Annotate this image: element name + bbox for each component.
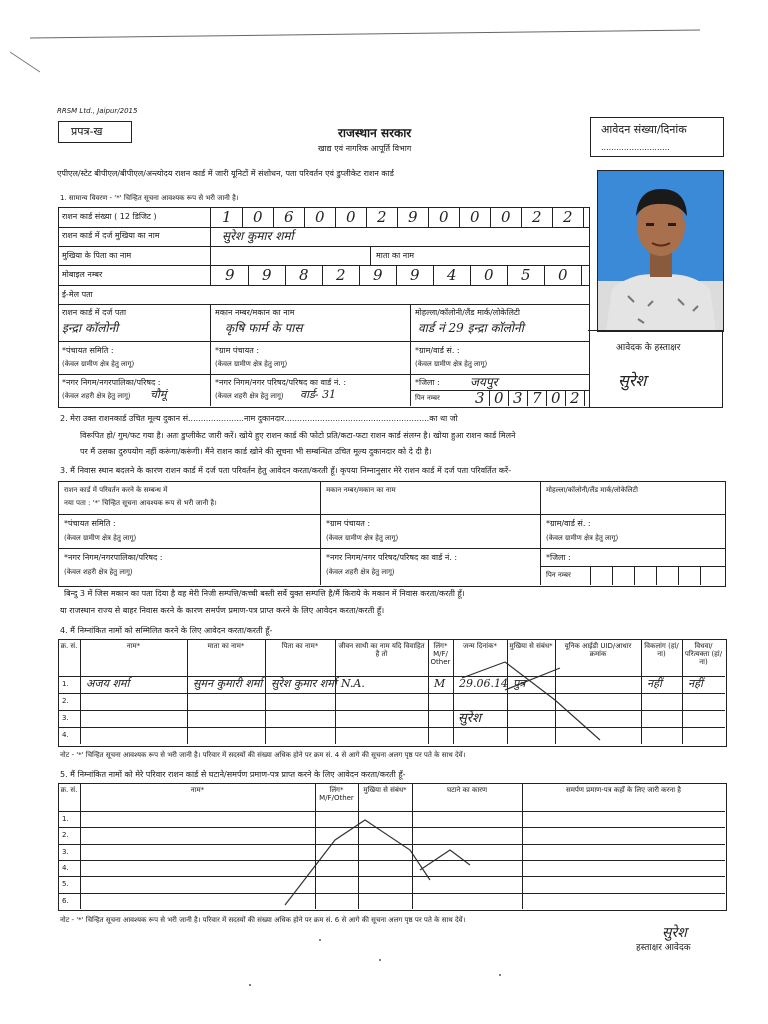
pin-cell bbox=[565, 391, 585, 406]
section2-line3: पर मैं उसका दुरुपयोग नहीं करूंगा/करूंगी। मैंने राशन कार्ड खोने की सूचना भी सम्बन्धित उचित मूल्य दुकानदार को दे दी है। bbox=[80, 447, 432, 456]
mother-name-label: माता का नाम bbox=[376, 251, 415, 260]
district-label: *जिला : bbox=[415, 378, 440, 387]
section4-col-line bbox=[187, 639, 188, 744]
mobile-digit: 2 bbox=[336, 266, 346, 284]
section5-col-line bbox=[412, 783, 413, 909]
mobile-digit: 9 bbox=[225, 266, 235, 284]
section5-row-line bbox=[58, 893, 725, 894]
section4-header: विकलांग (हां/ना) bbox=[644, 642, 679, 659]
footer-signature: सुरेश bbox=[662, 925, 687, 941]
pin-cell bbox=[489, 391, 509, 406]
ration-card-digit: 0 bbox=[501, 208, 511, 226]
pin-digit: 7 bbox=[532, 389, 542, 407]
section4-col-line bbox=[453, 639, 454, 744]
applicant-photo-image bbox=[598, 171, 723, 331]
mobile-digit: 4 bbox=[447, 266, 457, 284]
section4-row-num: 2. bbox=[62, 697, 69, 705]
section3-heading: 3. मैं निवास स्थान बदलने के कारण राशन कार्ड में दर्ज पता परिवर्तन हेतु आवेदन करता/करती हूँ। कृपया निम्नानुसार मेरे राशन कार्ड में दर्ज पता परिवर्तित करें- bbox=[60, 466, 512, 475]
head-name-value: सुरेश कुमार शर्मा bbox=[222, 229, 294, 243]
section4-header: जीवन साथी का नाम यदि विवाहित है तो bbox=[338, 642, 425, 659]
dept-title: खाद्य एवं नागरिक आपूर्ति विभाग bbox=[318, 144, 412, 153]
ration-card-cell bbox=[211, 208, 243, 227]
mobile-digit: 8 bbox=[299, 266, 309, 284]
rrsm-label: RRSM Ltd., Jaipur/2015 bbox=[57, 107, 138, 115]
rural-note: (केवल ग्रामीण क्षेत्र हेतु लागू) bbox=[326, 534, 399, 542]
section4-row-num: 3. bbox=[62, 714, 69, 722]
mobile-digit: 9 bbox=[373, 266, 383, 284]
footer-sign-label: हस्ताक्षर आवेदक bbox=[636, 943, 691, 953]
panchayat-samiti-label: *पंचायत समिति : bbox=[62, 346, 114, 355]
ration-card-digit: 0 bbox=[439, 208, 449, 226]
rural-note: (केवल ग्रामीण क्षेत्र हेतु लागू) bbox=[64, 534, 137, 542]
section1-heading: 1. सामान्य विवरण - '*' चिन्हित सूचना आवश्यक रूप से भरी जानी है। bbox=[60, 194, 239, 202]
new-pin-cell bbox=[656, 566, 679, 585]
ration-card-cell bbox=[304, 208, 336, 227]
section4-row-num: 1. bbox=[62, 680, 69, 688]
section4-header: माता का नाम* bbox=[207, 642, 245, 650]
section5-row-line bbox=[58, 827, 725, 828]
house-value: कृषि फार्म के पास bbox=[225, 321, 303, 335]
pin-cell bbox=[508, 391, 528, 406]
form-number-box bbox=[58, 121, 132, 143]
section5-col-line bbox=[315, 783, 316, 909]
section5-note: नोट - '*' चिन्हित सूचना आवश्यक रूप से भरी जानी है। परिवार में सदस्यों की संख्या अधिक होने पर क्रम सं. 6 से आगे की सूचना अलग पृष्ठ पर पते के साथ देवें। bbox=[60, 916, 466, 924]
section4-col-line bbox=[335, 639, 336, 744]
section4-mother: सुमन कुमारी शर्मा bbox=[193, 677, 263, 690]
section5-row-num: 2. bbox=[62, 831, 69, 839]
section4-col-line bbox=[428, 639, 429, 744]
section4-col-line bbox=[80, 639, 81, 744]
district-value: जयपुर bbox=[470, 375, 498, 389]
new-panchayat-samiti-label: *पंचायत समिति : bbox=[64, 519, 116, 528]
ration-card-digit: 0 bbox=[315, 208, 325, 226]
section5-row-num: 6. bbox=[62, 897, 69, 905]
new-gram-panchayat-label: *ग्राम पंचायत : bbox=[326, 519, 371, 528]
section4-col-line bbox=[682, 639, 683, 744]
application-number-box bbox=[590, 117, 724, 157]
new-pin-cell bbox=[612, 566, 635, 585]
mobile-cell bbox=[359, 266, 397, 285]
email-label: ई-मेल पता bbox=[62, 290, 93, 299]
section4-col-line bbox=[507, 639, 508, 744]
application-number-label: आवेदन संख्या/दिनांक bbox=[601, 123, 687, 136]
section4-header: पिता का नाम* bbox=[281, 642, 319, 650]
section4-col-line bbox=[641, 639, 642, 744]
section5-header: नाम* bbox=[190, 786, 205, 794]
mobile-cell bbox=[285, 266, 323, 285]
new-pin-cell bbox=[590, 566, 613, 585]
ration-card-cell bbox=[273, 208, 305, 227]
section5-row-num: 3. bbox=[62, 848, 69, 856]
section4-name: अजय शर्मा bbox=[86, 677, 130, 690]
section4-header: लिंग* M/F/ Other bbox=[430, 642, 451, 667]
section5-header-line bbox=[58, 811, 725, 812]
ration-card-cell bbox=[490, 208, 522, 227]
mobile-cell bbox=[470, 266, 508, 285]
rural-note: (केवल ग्रामीण क्षेत्र हेतु लागू) bbox=[546, 534, 619, 542]
section5-row-num: 1. bbox=[62, 815, 69, 823]
pin-cell bbox=[527, 391, 547, 406]
rural-note: (केवल ग्रामीण क्षेत्र हेतु लागू) bbox=[215, 360, 288, 368]
mohalla-label: मोहल्ला/कॉलोनी/लैंड मार्क/लोकेलिटी bbox=[415, 308, 521, 317]
form-number: प्रपत्र-ख bbox=[71, 125, 103, 138]
mobile-digit: 0 bbox=[484, 266, 494, 284]
applicant-sign-label: आवेदक के हस्ताक्षर bbox=[616, 343, 681, 353]
mobile-digit: 5 bbox=[521, 266, 531, 284]
urban-note: (केवल शहरी क्षेत्र हेतु लागू) bbox=[215, 392, 284, 400]
section4-row-num: 4. bbox=[62, 731, 69, 739]
ward-label: *नगर निगम/नगर परिषद/परिषद का वार्ड नं. : bbox=[215, 378, 347, 387]
pin-digit: 2 bbox=[570, 389, 580, 407]
pin-digit: 0 bbox=[494, 389, 504, 407]
ration-card-digit: 0 bbox=[253, 208, 263, 226]
section5-row-line bbox=[58, 876, 725, 877]
mohalla-value: वार्ड नं 29 इन्द्रा कॉलोनी bbox=[418, 321, 524, 335]
section3-note2: या राजस्थान राज्य से बाहर निवास करने के कारण समर्पण प्रमाण-पत्र प्राप्त करने के लिए आवेदन करता/करती हूँ। bbox=[60, 606, 385, 615]
nagar-label: *नगर निगम/नगरपालिका/परिषद : bbox=[62, 378, 161, 387]
section4-father: सुरेश कुमार शर्मा bbox=[271, 677, 337, 690]
section4-header-line bbox=[58, 676, 725, 677]
pin-digit: 3 bbox=[513, 389, 523, 407]
gram-panchayat-label: *ग्राम पंचायत : bbox=[215, 346, 260, 355]
section5-header: समर्पण प्रमाण-पत्र कहाँ के लिए जारी करना है bbox=[566, 786, 681, 794]
ration-card-cell bbox=[397, 208, 429, 227]
nagar-value: चौमूं bbox=[150, 388, 167, 401]
section5-header: क्र. सं. bbox=[60, 786, 78, 794]
section4-col-line bbox=[555, 639, 556, 744]
pin-cell bbox=[546, 391, 566, 406]
section4-header: जन्म दिनांक* bbox=[463, 642, 497, 650]
mobile-digit: 9 bbox=[410, 266, 420, 284]
form-subject: एपीएल/स्टेट बीपीएल/बीपीएल/अन्त्योदय राशन कार्ड में जारी यूनिटों में संशोधन, पता परिवर्तन एवं डुप्लीकेट राशन कार्ड bbox=[57, 169, 394, 178]
section5-col-line bbox=[80, 783, 81, 909]
head-name-label: राशन कार्ड में दर्ज मुखिया का नाम bbox=[62, 231, 160, 240]
ration-card-digit: 2 bbox=[563, 208, 573, 226]
pin-digit: 3 bbox=[475, 389, 485, 407]
urban-note: (केवल शहरी क्षेत्र हेतु लागू) bbox=[64, 568, 133, 576]
mobile-cell bbox=[248, 266, 286, 285]
pin-label: पिन नम्बर bbox=[415, 394, 440, 402]
mobile-cell bbox=[396, 266, 434, 285]
address-value: इन्द्रा कॉलोनी bbox=[62, 321, 119, 335]
section4-heading: 4. मैं निम्नांकित नामों को सम्मिलित करने के लिए आवेदन करता/करती हूँ- bbox=[60, 626, 273, 635]
section4-row-line bbox=[58, 727, 725, 728]
new-address-label: राशन कार्ड में परिवर्तन करने के सम्बन्ध में bbox=[64, 486, 168, 494]
section4-mark: सुरेश bbox=[458, 711, 481, 726]
section2-line1: 2. मेरा उक्त राशनकार्ड उचित मूल्य दुकान सं......................नाम दुकानदार.........................................................का था जो bbox=[60, 414, 458, 423]
section4-header: क्र. सं. bbox=[60, 642, 78, 650]
ration-card-cell bbox=[552, 208, 584, 227]
section5-header: घटाने का कारण bbox=[446, 786, 488, 794]
ration-card-digit: 0 bbox=[470, 208, 480, 226]
urban-note: (केवल शहरी क्षेत्र हेतु लागू) bbox=[326, 568, 395, 576]
section4-header: मुखिया से संबंध* bbox=[509, 642, 553, 650]
ration-card-cell bbox=[459, 208, 491, 227]
section4-header: यूनिक आईडी UID/आधार क्रमांक bbox=[564, 642, 632, 659]
urban-note: (केवल शहरी क्षेत्र हेतु लागू) bbox=[62, 392, 131, 400]
address-label: राशन कार्ड में दर्ज पता bbox=[62, 308, 127, 317]
section5-header: लिंग* M/F/Other bbox=[319, 786, 354, 803]
application-number-dots: ........................... bbox=[601, 143, 670, 152]
section4-header: नाम* bbox=[126, 642, 141, 650]
mobile-cell bbox=[544, 266, 582, 285]
pin-cell bbox=[470, 391, 490, 406]
father-name-label: मुखिया के पिता का नाम bbox=[62, 251, 132, 260]
section4-spouse: N.A. bbox=[341, 677, 365, 690]
section5-row-line bbox=[58, 844, 725, 845]
mobile-digit: 0 bbox=[558, 266, 568, 284]
applicant-signature: सुरेश bbox=[618, 371, 647, 390]
new-pin-label: पिन नम्बर bbox=[546, 571, 571, 579]
ration-card-label: राशन कार्ड संख्या ( 12 डिजिट ) bbox=[62, 212, 157, 221]
new-pin-cell bbox=[700, 566, 723, 585]
section5-row-line bbox=[58, 860, 725, 861]
new-mohalla-label: मोहल्ला/कॉलोनी/लैंड मार्क/लोकेलिटी bbox=[546, 486, 638, 494]
section4-relation: पुत्र bbox=[513, 677, 526, 690]
ration-card-cell bbox=[428, 208, 460, 227]
section4-col-line bbox=[265, 639, 266, 744]
ration-card-digit: 2 bbox=[532, 208, 542, 226]
section4-widow: नहीं bbox=[688, 677, 703, 690]
signature-box bbox=[588, 330, 723, 408]
new-pin-cell bbox=[678, 566, 701, 585]
rural-note: (केवल ग्रामीण क्षेत्र हेतु लागू) bbox=[415, 360, 488, 368]
mobile-label: मोबाइल नम्बर bbox=[62, 270, 103, 279]
section5-col-line bbox=[358, 783, 359, 909]
section4-dob: 29.06.14 bbox=[459, 677, 508, 690]
section2-line2: विरूपित हो/ गुम/फट गया है। अतः डुप्लीकेट जारी करें। खोये हुए राशन कार्ड की फोटो प्रति/कटा-फटा राशन कार्ड संलग्न है। खोया हुआ राशन कार्ड मिलने bbox=[80, 431, 516, 440]
house-label: मकान नम्बर/मकान का नाम bbox=[215, 308, 295, 317]
section4-disabled: नहीं bbox=[647, 677, 662, 690]
section5-col-line bbox=[522, 783, 523, 909]
section5-heading: 5. मैं निम्नांकित नामों को मेरे परिवार राशन कार्ड से घटाने/समर्पण प्रमाण-पत्र प्राप्त करने के लिए आवेदन करता/करती हूँ- bbox=[60, 770, 406, 779]
ward-value: वार्ड- 31 bbox=[300, 388, 337, 401]
section4-row-line bbox=[58, 693, 725, 694]
mobile-cell bbox=[507, 266, 545, 285]
govt-title: राजस्थान सरकार bbox=[338, 126, 412, 140]
new-district-label: *जिला : bbox=[546, 553, 571, 562]
ration-card-cell bbox=[242, 208, 274, 227]
section3-note1: बिन्दु 3 में जिस मकान का पता दिया है वह मेरी निजी सम्पत्ति/कच्ची बस्ती सर्वे युक्त सम्पत्ति है/मैं किराये के मकान में निवास करता/करती हूँ। bbox=[64, 589, 465, 598]
ration-card-cell bbox=[366, 208, 398, 227]
section5-row-num: 4. bbox=[62, 864, 69, 872]
new-address-note: नया पता : '*' चिन्हित सूचना आवश्यक रूप से भरी जानी है। bbox=[64, 499, 217, 507]
new-pin-cell bbox=[634, 566, 657, 585]
applicant-photo bbox=[597, 170, 724, 332]
mobile-cell bbox=[433, 266, 471, 285]
section4-note: नोट - '*' चिन्हित सूचना आवश्यक रूप से भरी जानी है। परिवार में सदस्यों की संख्या अधिक होने पर क्रम सं. 4 से आगे की सूचना अलग पृष्ठ पर पते के साथ देवें। bbox=[60, 751, 466, 759]
section5-header: मुखिया से संबंध* bbox=[363, 786, 407, 794]
section4-gender: M bbox=[434, 677, 446, 690]
rural-note: (केवल ग्रामीण क्षेत्र हेतु लागू) bbox=[62, 360, 135, 368]
mobile-cell bbox=[211, 266, 249, 285]
new-house-label: मकान नम्बर/मकान का नाम bbox=[326, 486, 396, 494]
ration-card-digit: 6 bbox=[284, 208, 294, 226]
new-gram-ward-label: *ग्राम/वार्ड सं. : bbox=[546, 519, 591, 528]
ration-card-digit: 2 bbox=[377, 208, 387, 226]
section4-header: विधवा/ परित्यक्ता (हां/ना) bbox=[684, 642, 723, 667]
gram-ward-label: *ग्राम/वार्ड सं. : bbox=[415, 346, 460, 355]
ration-card-digit: 9 bbox=[408, 208, 418, 226]
mobile-cell bbox=[322, 266, 360, 285]
ration-card-digit: 1 bbox=[222, 208, 232, 226]
section5-table bbox=[58, 783, 727, 911]
ration-card-cell bbox=[335, 208, 367, 227]
mobile-digit: 9 bbox=[262, 266, 272, 284]
section4-row-line bbox=[58, 710, 725, 711]
ration-card-digit: 0 bbox=[346, 208, 356, 226]
section5-row-num: 5. bbox=[62, 880, 69, 888]
ration-card-cell bbox=[521, 208, 553, 227]
pin-digit: 0 bbox=[551, 389, 561, 407]
new-nagar-label: *नगर निगम/नगरपालिका/परिषद : bbox=[64, 553, 163, 562]
new-ward-label: *नगर निगम/नगर परिषद/परिषद का वार्ड नं. : bbox=[326, 553, 458, 562]
